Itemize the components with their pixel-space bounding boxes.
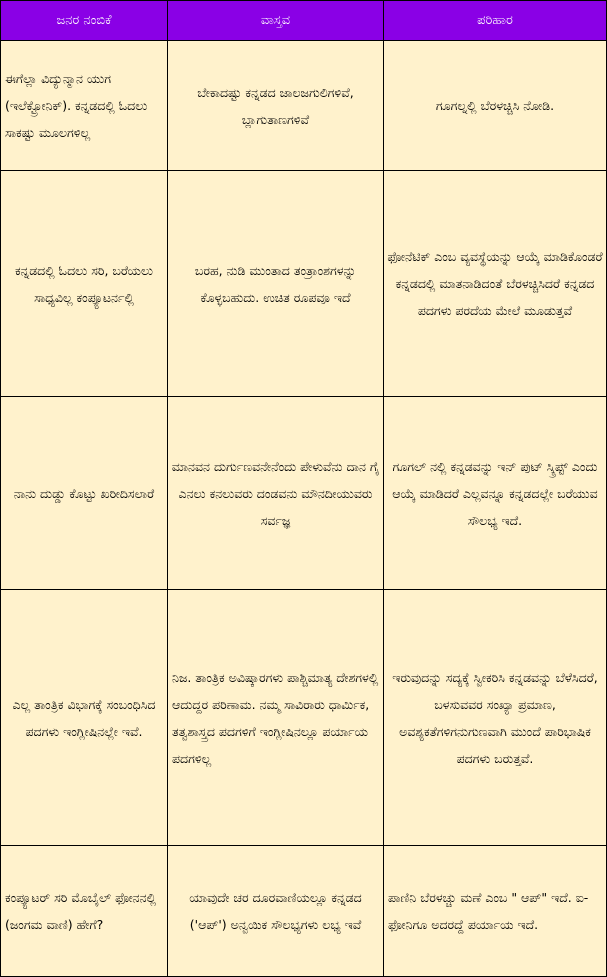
belief-cell: ಎಲ್ಲ ತಾಂತ್ರಿಕ ವಿಭಾಗಕ್ಕೆ ಸಂಬಂಧಿಸಿದ ಪದಗಳು ಇಂಗ್ಲೀಷಿನಲ್ಲೇ ಇವೆ. (1, 590, 168, 846)
reality-cell: ಬರಹ, ನುಡಿ ಮುಂತಾದ ತಂತ್ರಾಂಶಗಳನ್ನು ಕೊಳ್ಳಬಹುದು. ಉಚಿತ ರೂಪವೂ ಇದೆ (168, 171, 384, 397)
reality-cell: ಬೇಕಾದಷ್ಟು ಕನ್ನಡದ ಜಾಲಜಗುಲಿಗಳಿವೆ, ಬ್ಲಾಗುತಾಣಗಳಿವೆ (168, 41, 384, 171)
solution-cell: ಗೂಗಲ್ನಲ್ಲಿ ಬೆರಳಚ್ಚಿಸಿ ನೋಡಿ. (384, 41, 607, 171)
table-row (1, 41, 607, 171)
table-header-row (1, 1, 607, 41)
header-reality: ವಾಸ್ತವ (168, 1, 384, 41)
header-solution: ಪರಿಹಾರ (384, 1, 607, 41)
solution-cell: ಗೂಗಲ್ ನಲ್ಲಿ ಕನ್ನಡವನ್ನು ಇನ್ ಪುಟ್ ಸ್ಕ್ರಿಪ್ಟ್ ಎಂದು ಆಯ್ಕೆ ಮಾಡಿದರೆ ಎಲ್ಲವನ್ನೂ ಕನ್ನಡದಲ್ಲೇ ಬರೆಯುವ ಸೌಲಭ್ಯ ಇದೆ. (384, 397, 607, 590)
belief-cell: ನಾನು ದುಡ್ಡು ಕೊಟ್ಟು ಖರೀದಿಸಲಾರೆ (1, 397, 168, 590)
table-row (1, 397, 607, 590)
solution-cell: ಫೋನೆಟಿಕ್ ಎಂಬ ವ್ಯವಸ್ಥೆಯನ್ನು ಆಯ್ಕೆ ಮಾಡಿಕೊಂಡರೆ ಕನ್ನಡದಲ್ಲಿ ಮಾತನಾಡಿದಂತೆ ಬೆರಳಚ್ಚಿಸಿದರೆ ಕನ್ನಡದ ಪದಗಳು ಪರದೆಯ ಮೇಲೆ ಮೂಡುತ್ತವೆ (384, 171, 607, 397)
belief-cell: ಈಗೆಲ್ಲಾ ವಿದ್ಯುನ್ಮಾನ ಯುಗ (ಇಲೆಕ್ಟ್ರೋನಿಕ್). ಕನ್ನಡದಲ್ಲಿ ಓದಲು ಸಾಕಷ್ಟು ಮೂಲಗಳಿಲ್ಲ (1, 41, 168, 171)
reality-cell: ಮಾನವನ ದುರ್ಗುಣವನೇನೆಂದು ಪೇಳುವೆನು ದಾನ ಗೈ ಎನಲು ಕನಲುವರು ದಂಡವನು ಮೌನದೀಯುವರು ಸರ್ವಜ್ಞ (168, 397, 384, 590)
belief-cell: ಕಂಪ್ಯೂಟರ್ ಸರಿ ಮೊಬೈಲ್ ಫೋನನಲ್ಲಿ (ಜಂಗಮ ವಾಣಿ) ಹೇಗೆ? (1, 846, 168, 977)
table-row (1, 590, 607, 846)
reality-cell: ನಿಜ. ತಾಂತ್ರಿಕ ಅವಿಷ್ಕಾರಗಳು ಪಾಶ್ಚಿಮಾತ್ಯ ದೇಶಗಳಲ್ಲಿ ಆದುದ್ದರ ಪರಿಣಾಮ. ನಮ್ಮ ಸಾವಿರಾರು ಧಾರ್ಮಿಕ, ತತ್ವಶಾಸ್ತ್ರದ ಪದಗಳಿಗೆ ಇಂಗ್ಲೀಷಿನಲ್ಲೂ ಪರ್ಯಾಯ ಪದಗಳಿಲ್ಲ (168, 590, 384, 846)
belief-cell: ಕನ್ನಡದಲ್ಲಿ ಓದಲು ಸರಿ, ಬರೆಯಲು ಸಾಧ್ಯವಿಲ್ಲ ಕಂಪ್ಯೂಟರ್ನಲ್ಲಿ (1, 171, 168, 397)
solution-cell: ಇರುವುದನ್ನು ಸದ್ಯಕ್ಕೆ ಸ್ವೀಕರಿಸಿ ಕನ್ನಡವನ್ನು ಬೆಳೆಸಿದರೆ, ಬಳಸುವವರ ಸಂಖ್ಯಾ ಪ್ರಮಾಣ, ಅವಶ್ಯಕತೆಗಳಿಗನುಗುಣವಾಗಿ ಮುಂದೆ ಪಾರಿಭಾಷಿಕ ಪದಗಳು ಬರುತ್ತವೆ. (384, 590, 607, 846)
solution-cell: ಪಾಣಿನಿ ಬೆರಳಚ್ಚು ಮಣೆ ಎಂಬ " ಆಪ್" ಇದೆ. ಐ- ಫೋನಿಗೂ ಅದರದ್ದೆ ಪರ್ಯಾಯ ಇದೆ. (384, 846, 607, 977)
reality-cell: ಯಾವುದೇ ಚರ ದೂರವಾಣಿಯಲ್ಲೂ ಕನ್ನಡದ ('ಆಪ್') ಅನ್ವಯಿಕ ಸೌಲಭ್ಯಗಳು ಲಭ್ಯ ಇವೆ (168, 846, 384, 977)
table-row (1, 846, 607, 977)
table-row (1, 171, 607, 397)
header-belief: ಜನರ ನಂಬಿಕೆ (1, 1, 168, 41)
